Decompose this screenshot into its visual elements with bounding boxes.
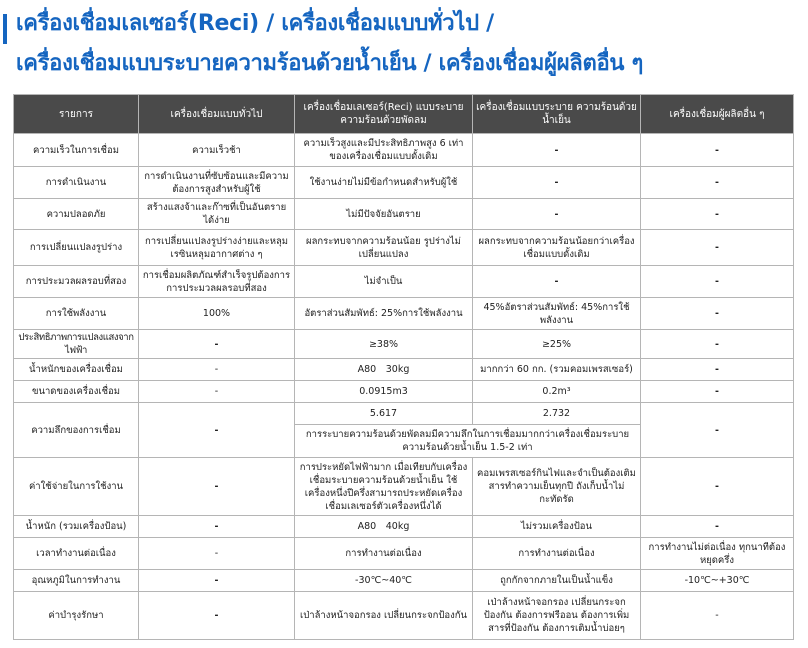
cell-laser: การประหยัดไฟฟ้ามาก เมื่อเทียบกับเครื่องเชื่อมระบายความร้อนด้วยน้ำเย็น ใช้เครื่องหนึ่งปีครึ่งสามารถประหยัดเครื่องเชื่อมเลเซอร์ตัวเครื่องหนึ่งได้	[295, 458, 473, 516]
cell-laser: เป่าล้างหน้าจอกรอง เปลี่ยนกระจกป้องกัน	[295, 592, 473, 640]
cell-laser: ≥38%	[295, 330, 473, 359]
cell-other: -	[641, 403, 794, 458]
row-label: อุณหภูมิในการทำงาน	[14, 570, 139, 592]
cell-other: -10℃~+30℃	[641, 570, 794, 592]
cell-water: เป่าล้างหน้าจอกรอง เปลี่ยนกระจกป้องกัน ต้องการฟรีออน ต้องการเพิ่มสารที่ป้องกัน ต้องการเติมน้ำบ่อยๆ	[473, 592, 641, 640]
title-line-2: เครื่องเชื่อมแบบระบายความร้อนด้วยน้ำเย็น / เครื่องเชื่อมผู้ผลิตอื่น ๆ	[16, 51, 643, 76]
cell-other: -	[641, 359, 794, 381]
header-item: รายการ	[14, 95, 139, 134]
cell-other: -	[641, 458, 794, 516]
row-label: ค่าบำรุงรักษา	[14, 592, 139, 640]
cell-laser: 0.0915m3	[295, 381, 473, 403]
row-label: ประสิทธิภาพการแปลงแสงจากไฟฟ้า	[14, 330, 139, 359]
cell-general: -	[139, 592, 295, 640]
table-header-row	[14, 95, 794, 134]
title-accent-bar	[3, 14, 7, 44]
cell-laser: ไม่มีปัจจัยอันตราย	[295, 199, 473, 230]
comparison-table	[13, 94, 794, 640]
cell-general: การเปลี่ยนแปลงรูปร่างง่ายและหลุมเรซินหลุมอากาศต่าง ๆ	[139, 230, 295, 266]
table-row	[14, 458, 794, 516]
table-row	[14, 381, 794, 403]
table-row	[14, 359, 794, 381]
cell-other: -	[641, 230, 794, 266]
cell-other: -	[641, 167, 794, 199]
cell-general: การเชื่อมผลิตภัณฑ์สำเร็จรูปต้องการการประมวลผลรอบที่สอง	[139, 266, 295, 298]
header-water: เครื่องเชื่อมแบบระบาย ความร้อนด้วยน้ำเย็น	[473, 95, 641, 134]
row-label: ความปลอดภัย	[14, 199, 139, 230]
table-row	[14, 330, 794, 359]
cell-laser: อัตราส่วนสัมพัทธ์: 25%การใช้พลังงาน	[295, 298, 473, 330]
title-line-1: เครื่องเชื่อมเลเซอร์(Reci) / เครื่องเชื่อมแบบทั่วไป /	[16, 11, 494, 36]
cell-water: มากกว่า 60 กก. (รวมคอมเพรสเซอร์)	[473, 359, 641, 381]
cell-general: สร้างแสงจ้าและก๊าซที่เป็นอันตรายได้ง่าย	[139, 199, 295, 230]
row-label: เวลาทำงานต่อเนื่อง	[14, 538, 139, 570]
header-laser: เครื่องเชื่อมเลเซอร์(Reci) แบบระบายความร้อนด้วยพัดลม	[295, 95, 473, 134]
cell-general: -	[139, 458, 295, 516]
cell-water: ผลกระทบจากความร้อนน้อยกว่าเครื่องเชื่อมแบบดั้งเดิม	[473, 230, 641, 266]
cell-general: ความเร็วช้า	[139, 134, 295, 167]
cell-laser: -30℃~40℃	[295, 570, 473, 592]
table-row	[14, 199, 794, 230]
cell-other: การทำงานไม่ต่อเนื่อง ทุกนาทีต้องหยุดครึ่ง	[641, 538, 794, 570]
cell-other: -	[641, 199, 794, 230]
cell-water: การทำงานต่อเนื่อง	[473, 538, 641, 570]
table-row	[14, 134, 794, 167]
row-label: ความเร็วในการเชื่อม	[14, 134, 139, 167]
cell-laser: ใช้งานง่ายไม่มีข้อกำหนดสำหรับผู้ใช้	[295, 167, 473, 199]
cell-other: -	[641, 381, 794, 403]
cell-water: -	[473, 167, 641, 199]
cell-other: -	[641, 266, 794, 298]
table-row	[14, 167, 794, 199]
row-label: น้ำหนักของเครื่องเชื่อม	[14, 359, 139, 381]
cell-depth-note: การระบายความร้อนด้วยพัดลมมีความลึกในการเชื่อมมากกว่าเครื่องเชื่อมระบายความร้อนด้วยน้ำเย็น 1.5-2 เท่า	[295, 425, 641, 458]
cell-other: -	[641, 516, 794, 538]
cell-water: ถูกกักจากภายในเป็นน้ำแข็ง	[473, 570, 641, 592]
cell-general: -	[139, 570, 295, 592]
row-label: การเปลี่ยนแปลงรูปร่าง	[14, 230, 139, 266]
table-row	[14, 538, 794, 570]
cell-water: -	[473, 199, 641, 230]
cell-general: -	[139, 516, 295, 538]
table-row	[14, 516, 794, 538]
cell-water: -	[473, 134, 641, 167]
table-row	[14, 403, 794, 425]
table-row	[14, 230, 794, 266]
row-label: ความลึกของการเชื่อม	[14, 403, 139, 458]
page-title	[16, 4, 806, 84]
row-label: การดำเนินงาน	[14, 167, 139, 199]
cell-general: -	[139, 381, 295, 403]
row-label: น้ำหนัก (รวมเครื่องป้อน)	[14, 516, 139, 538]
cell-water: 2.732	[473, 403, 641, 425]
row-label: ขนาดของเครื่องเชื่อม	[14, 381, 139, 403]
cell-general: การดำเนินงานที่ซับซ้อนและมีความต้องการสูงสำหรับผู้ใช้	[139, 167, 295, 199]
cell-water: 0.2m³	[473, 381, 641, 403]
cell-water: 45%อัตราส่วนสัมพัทธ์: 45%การใช้พลังงาน	[473, 298, 641, 330]
cell-general: -	[139, 359, 295, 381]
cell-laser: A80 40kg	[295, 516, 473, 538]
row-label: ค่าใช้จ่ายในการใช้งาน	[14, 458, 139, 516]
cell-laser: 5.617	[295, 403, 473, 425]
cell-water: ไม่รวมเครื่องป้อน	[473, 516, 641, 538]
cell-general: -	[139, 538, 295, 570]
header-other: เครื่องเชื่อมผู้ผลิตอื่น ๆ	[641, 95, 794, 134]
cell-laser: ความเร็วสูงและมีประสิทธิภาพสูง 6 เท่าของเครื่องเชื่อมแบบดั้งเดิม	[295, 134, 473, 167]
cell-other: -	[641, 298, 794, 330]
cell-other: -	[641, 330, 794, 359]
cell-general: 100%	[139, 298, 295, 330]
header-general: เครื่องเชื่อมแบบทั่วไป	[139, 95, 295, 134]
cell-water: -	[473, 266, 641, 298]
cell-laser: ไม่จำเป็น	[295, 266, 473, 298]
table-row	[14, 266, 794, 298]
cell-general: -	[139, 403, 295, 458]
cell-laser: ผลกระทบจากความร้อนน้อย รูปร่างไม่เปลี่ยนแปลง	[295, 230, 473, 266]
cell-laser: การทำงานต่อเนื่อง	[295, 538, 473, 570]
cell-general: -	[139, 330, 295, 359]
table-row	[14, 592, 794, 640]
cell-other: -	[641, 134, 794, 167]
row-label: การใช้พลังงาน	[14, 298, 139, 330]
row-label: การประมวลผลรอบที่สอง	[14, 266, 139, 298]
cell-laser: A80 30kg	[295, 359, 473, 381]
cell-water: ≥25%	[473, 330, 641, 359]
table-row	[14, 298, 794, 330]
cell-other: -	[641, 592, 794, 640]
table-row	[14, 570, 794, 592]
cell-water: คอมเพรสเซอร์กินไฟและจำเป็นต้องเติมสารทำความเย็นทุกปี ถังเก็บน้ำไม่กะทัดรัด	[473, 458, 641, 516]
